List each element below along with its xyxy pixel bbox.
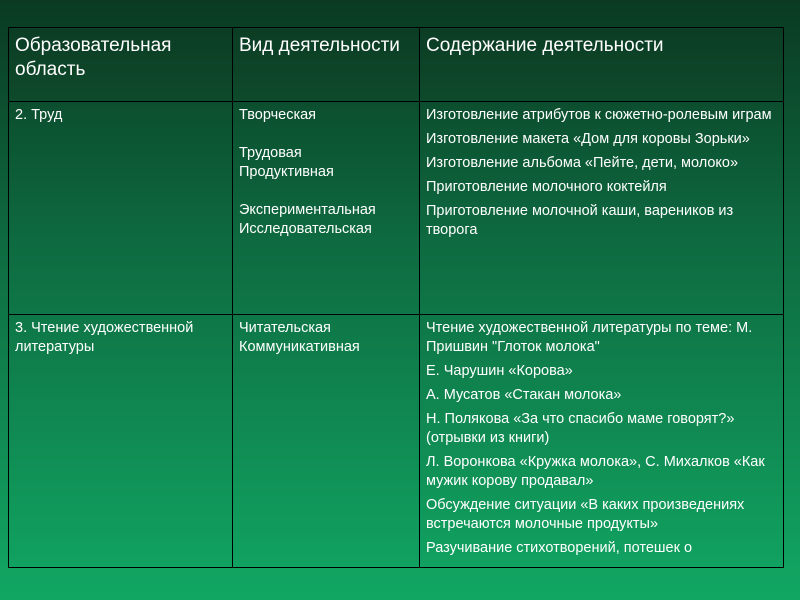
content-item: Приготовление молочной каши, вареников из творога: [426, 203, 734, 238]
content-item: Л. Воронкова «Кружка молока», С. Михалков «Как мужик корову продавал»: [426, 454, 765, 489]
table-row-labor: [9, 102, 784, 315]
content-item: Обсуждение ситуации «В каких произведениях встречаются молочные продукты»: [426, 497, 745, 532]
types-cell: [233, 102, 420, 315]
activity-type-item: Продуктивная: [239, 164, 334, 180]
types-cell: [233, 315, 420, 568]
content-item: Изготовление макета «Дом для коровы Зорьки»: [426, 131, 750, 147]
content-item: Изготовление атрибутов к сюжетно-ролевым играм: [426, 107, 772, 123]
content-item: Чтение художественной литературы по теме: М. Пришвин "Глоток молока": [426, 320, 753, 355]
activity-type-item: Экспериментальная: [239, 202, 376, 218]
content-item: А. Мусатов «Стакан молока»: [426, 387, 622, 403]
area-label: 2. Труд: [15, 107, 63, 123]
header-activity-content: Содержание деятельности: [420, 28, 784, 102]
activity-type-item: Трудовая: [239, 145, 302, 161]
activity-type-item: Читательская: [239, 320, 331, 336]
area-cell: [9, 315, 233, 568]
contents-cell: [420, 102, 784, 315]
table-row-reading: [9, 315, 784, 568]
activities-table: [8, 27, 784, 568]
table-header-row: [9, 28, 784, 102]
content-item: Н. Полякова «За что спасибо маме говорят?» (отрывки из книги): [426, 411, 735, 446]
activity-type-item: Творческая: [239, 107, 317, 123]
content-item: Изготовление альбома «Пейте, дети, молоко»: [426, 155, 739, 171]
header-activity-type: Вид деятельности: [233, 28, 420, 102]
content-item: Разучивание стихотворений, потешек о: [426, 540, 693, 556]
activity-type-item: Исследовательская: [239, 221, 372, 237]
content-item: Приготовление молочного коктейля: [426, 179, 667, 195]
header-educational-area: Образовательная область: [9, 28, 233, 102]
content-item: Е. Чарушин «Корова»: [426, 363, 573, 379]
area-label: 3. Чтение художественной литературы: [15, 320, 194, 355]
area-cell: [9, 102, 233, 315]
contents-cell: [420, 315, 784, 568]
activity-type-item: Коммуникативная: [239, 339, 360, 355]
